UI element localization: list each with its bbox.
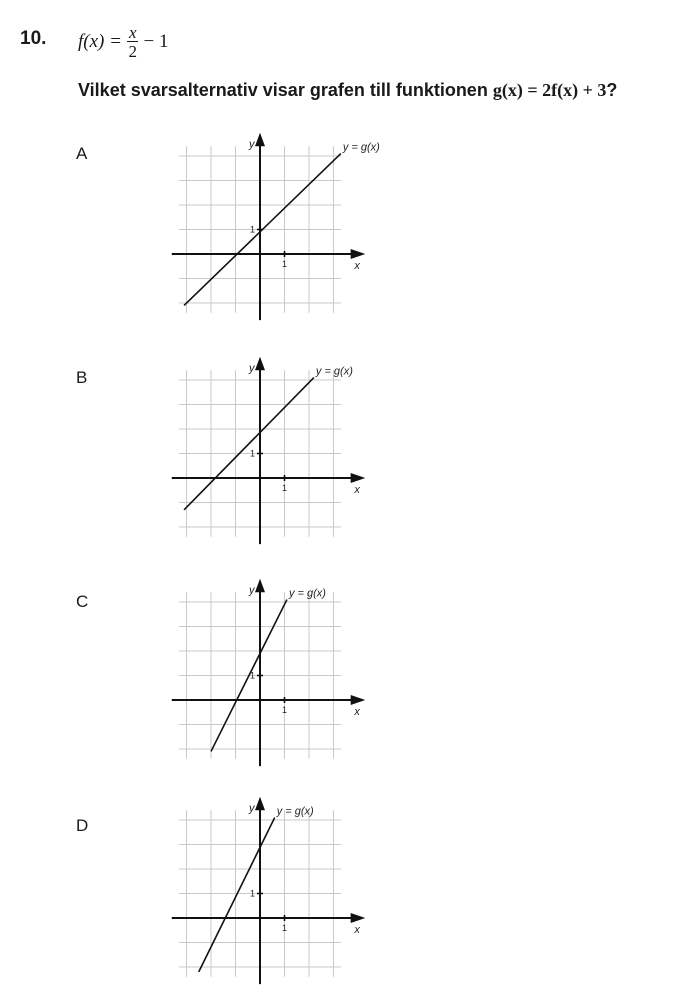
y-axis-arrow-icon bbox=[255, 579, 265, 592]
option-c-letter[interactable]: C bbox=[76, 592, 89, 611]
curve-label: y = g(x) bbox=[342, 141, 380, 154]
y-tick-label: 1 bbox=[249, 224, 255, 235]
f-def-lhs: f(x) = bbox=[78, 31, 122, 52]
x-axis-arrow-icon bbox=[351, 249, 366, 259]
option-a-graph bbox=[170, 130, 390, 320]
y-tick-label: 1 bbox=[249, 888, 255, 899]
y-axis-label: y bbox=[249, 584, 255, 597]
option-d-svg bbox=[170, 794, 390, 984]
x-tick-label: 1 bbox=[281, 705, 288, 715]
x-axis-label: x bbox=[354, 260, 360, 272]
y-axis-label: y bbox=[249, 802, 255, 815]
option-c-graph bbox=[170, 576, 390, 766]
x-tick-label: 1 bbox=[281, 483, 288, 493]
option-d-letter[interactable]: D bbox=[76, 816, 89, 835]
y-tick-label: 1 bbox=[249, 448, 255, 459]
y-axis-label: y bbox=[249, 362, 255, 375]
x-tick-label: 1 bbox=[281, 259, 288, 269]
y-axis-arrow-icon bbox=[255, 357, 265, 370]
question-number: 10. bbox=[20, 28, 47, 49]
fraction bbox=[127, 24, 139, 60]
option-d-graph bbox=[170, 794, 390, 984]
curve-label: y = g(x) bbox=[276, 805, 314, 818]
x-axis-label: x bbox=[354, 484, 360, 496]
function-definition bbox=[78, 22, 168, 62]
y-axis-arrow-icon bbox=[255, 797, 265, 810]
function-line bbox=[199, 818, 275, 972]
f-def-rest: − 1 bbox=[143, 31, 169, 52]
x-tick-label: 1 bbox=[281, 923, 288, 933]
y-axis-label: y bbox=[249, 138, 255, 151]
curve-label: y = g(x) bbox=[288, 587, 326, 600]
x-axis-arrow-icon bbox=[351, 695, 366, 705]
function-line bbox=[184, 378, 314, 510]
option-b-graph bbox=[170, 354, 390, 544]
option-b-svg bbox=[170, 354, 390, 544]
x-axis-label: x bbox=[354, 706, 360, 718]
y-axis-arrow-icon bbox=[255, 133, 265, 146]
option-a-svg bbox=[170, 130, 390, 320]
x-axis-label: x bbox=[354, 924, 360, 936]
fraction-denominator: 2 bbox=[128, 42, 137, 61]
question-mark: ? bbox=[606, 80, 618, 100]
option-b-letter[interactable]: B bbox=[76, 368, 88, 387]
x-axis-arrow-icon bbox=[351, 913, 366, 923]
g-expression: g(x) = 2f(x) + 3 bbox=[492, 80, 607, 100]
x-axis-arrow-icon bbox=[351, 473, 366, 483]
fraction-numerator: x bbox=[128, 23, 137, 42]
question-text-before: Vilket svarsalternativ visar grafen till funktionen bbox=[78, 80, 488, 100]
question-text bbox=[78, 80, 617, 101]
y-tick-label: 1 bbox=[249, 670, 255, 681]
option-a-letter[interactable]: A bbox=[76, 144, 88, 163]
option-c-svg bbox=[170, 576, 390, 766]
curve-label: y = g(x) bbox=[315, 365, 353, 378]
